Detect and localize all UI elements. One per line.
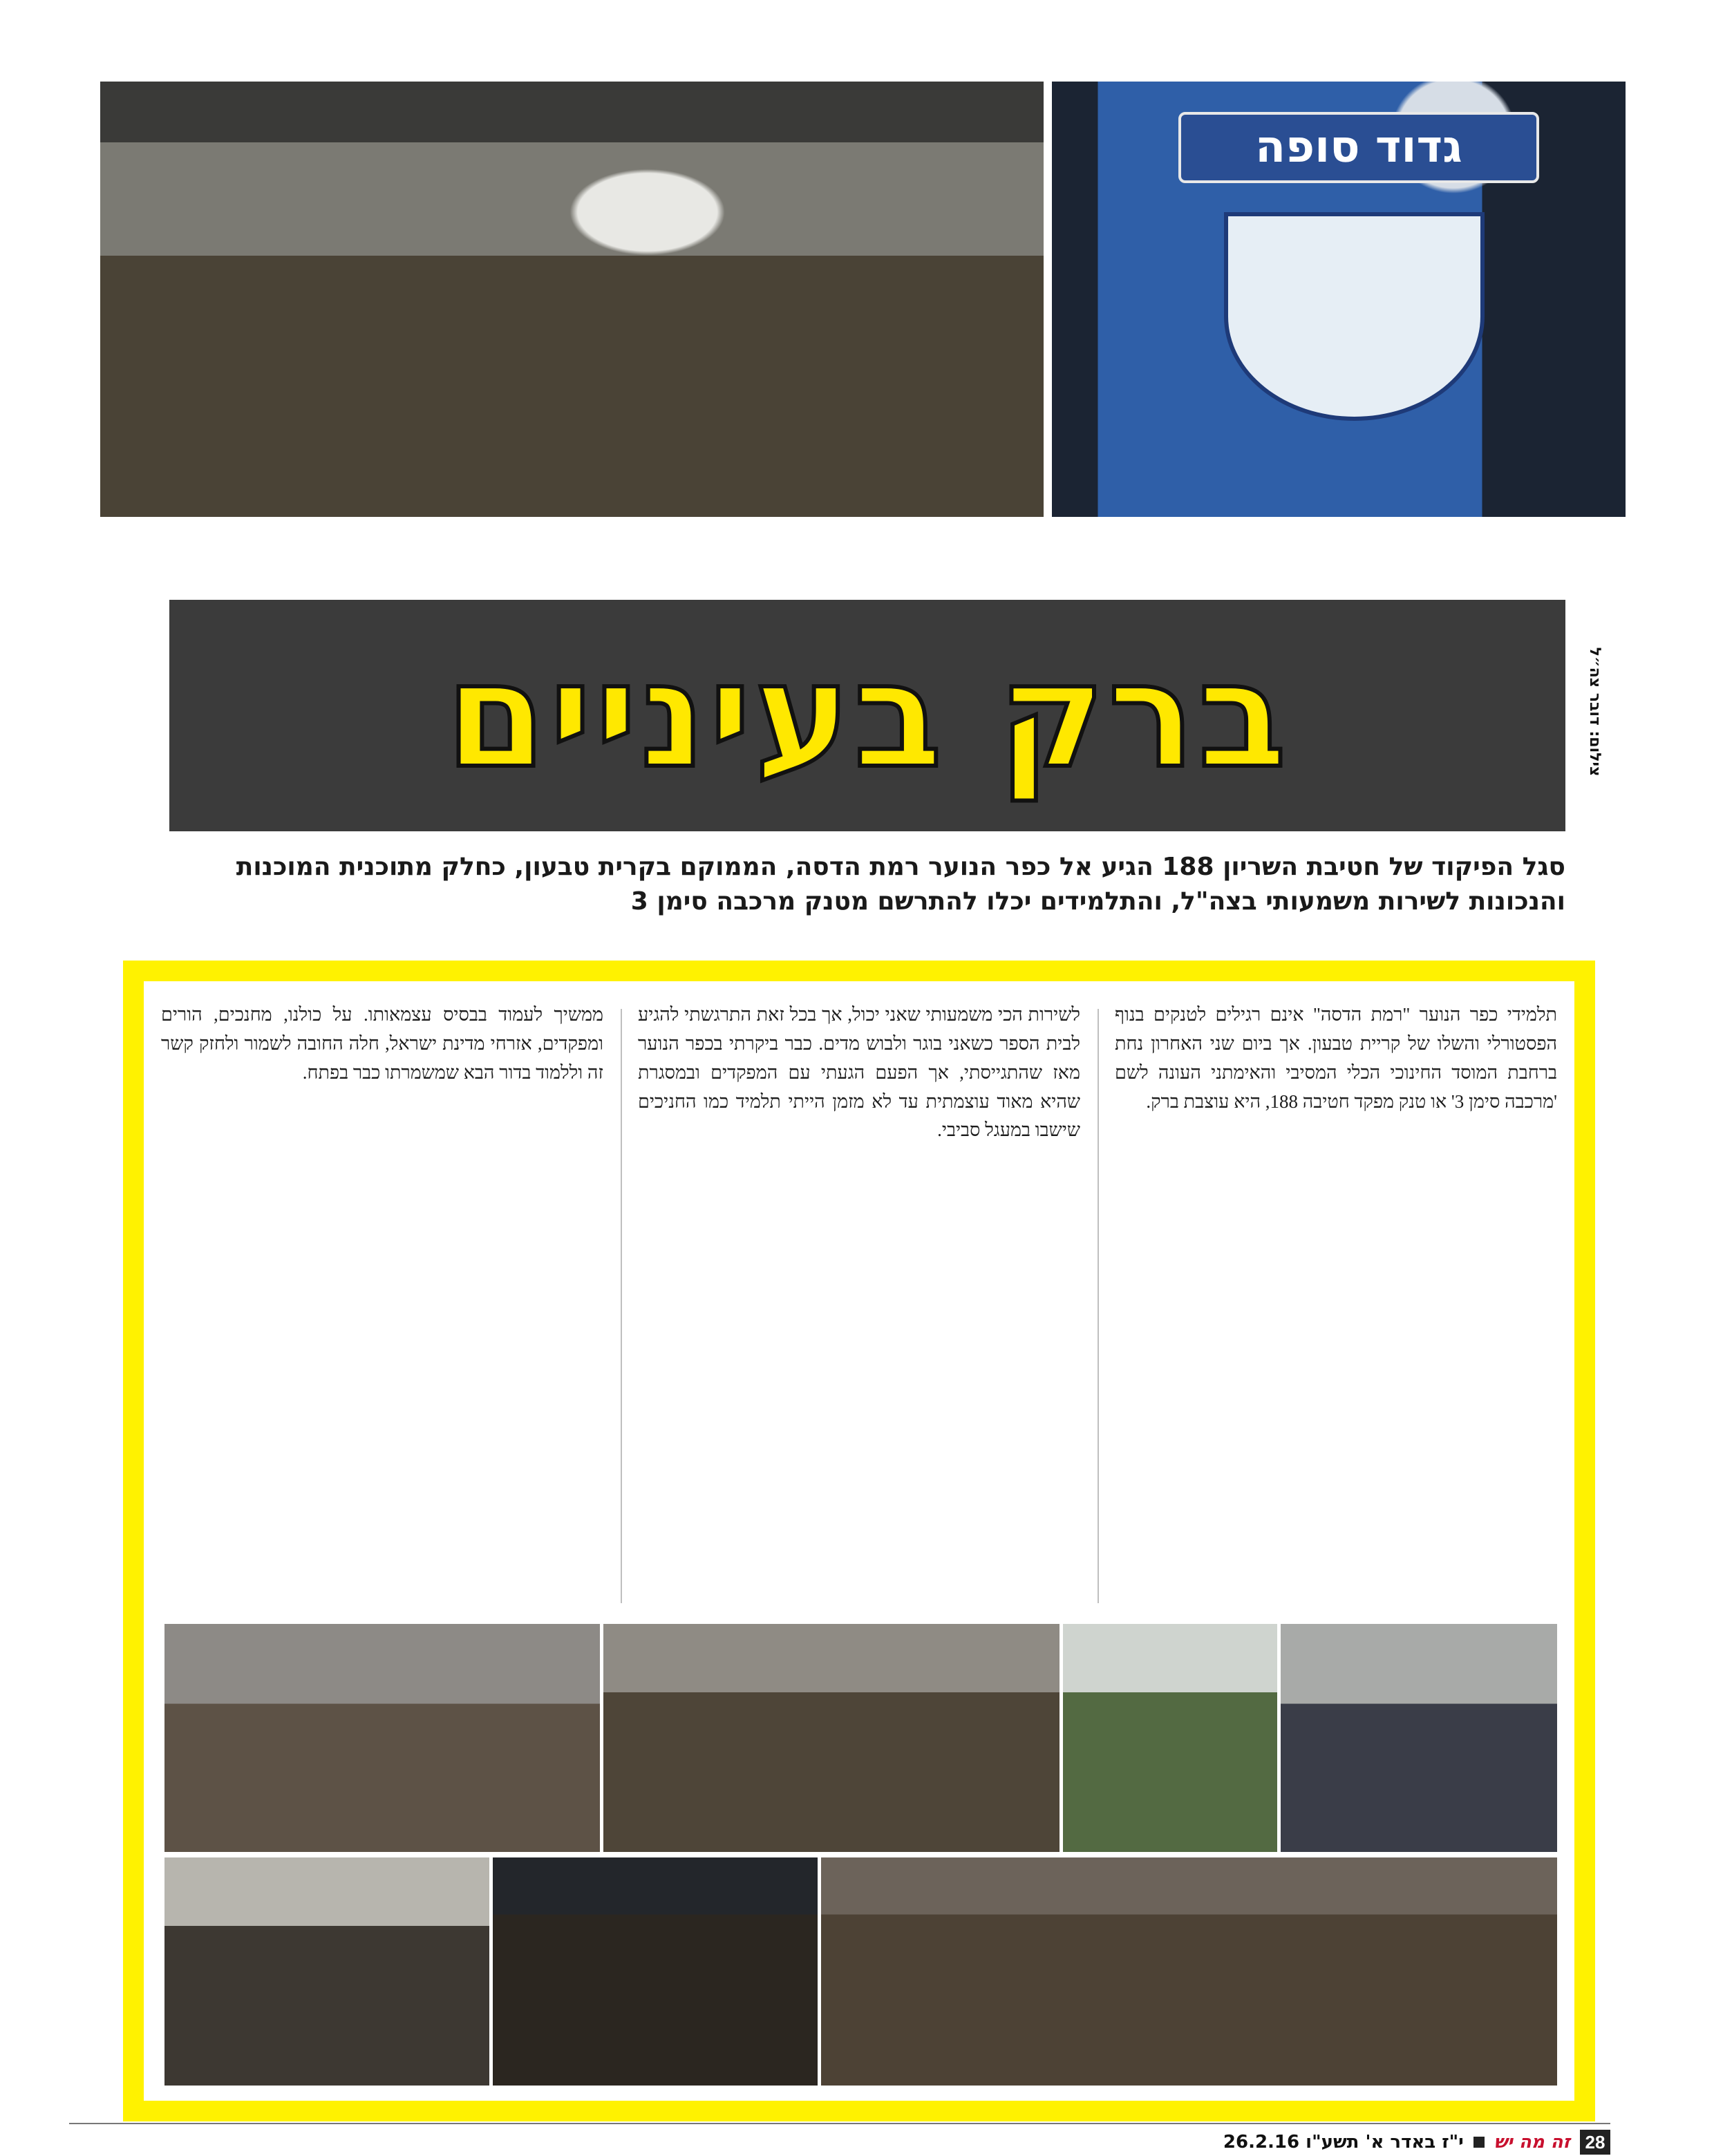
issue-date: י"ז באדר א' תשע"ו 26.2.16: [1223, 2132, 1464, 2153]
gallery-photo-discussion-circle: [603, 1624, 1060, 1852]
headline-banner: [169, 600, 1565, 831]
gallery-photo-classroom: [164, 1624, 600, 1852]
unit-flag-photo: [1052, 82, 1626, 517]
article-box: [123, 961, 1595, 2121]
unit-sign: גדוד סופה: [1178, 112, 1540, 183]
column-middle: לשירות הכי משמעותי שאני יכול, אך בכל זאת התרגשתי להגיע לבית הספר כשאני בוגר ולבוש מדים. כבר ביקרתי בכפר הנוער מאז שהתגייסתי, אך הפעם הגעתי עם המפקדים ובמסגרת שהיא מאוד עוצמתית עד לא מזמן הייתי תלמיד כמו החניכים שישבו במעגל סביבי.: [638, 1004, 1080, 1141]
lecture-hall-photo: [100, 82, 1044, 517]
column-left: ממשיך לעמוד בבסיס עצמאותו. על כולנו, מחנכים, הורים ומפקדים, אזרחי מדינת ישראל, חלה החובה לשמור ולחזק קשר זה וללמוד בדור הבא שמשמרתו כבר בפתח.: [161, 1004, 603, 1083]
gallery-photo-outdoor-group: [1281, 1624, 1557, 1852]
unit-emblem: [1224, 212, 1485, 421]
gallery-photo-officer-speech: [164, 1857, 489, 2086]
column-divider: [1098, 1009, 1099, 1603]
gallery-photo-auditorium: [493, 1857, 818, 2086]
article-body: [144, 981, 1574, 2101]
headline: ברק בעיניים: [445, 630, 1290, 800]
column-divider: [621, 1009, 622, 1603]
gallery-photo-students-soldiers: [821, 1857, 1557, 2086]
column-right: תלמידי כפר הנוער "רמת הדסה" אינם רגילים לטנקים בנוף הפסטורלי והשלו של קריית טבעון. אך ביום שני האחרון נחת ברחבת המוסד החינוכי הכלי המסיבי והאימתני העונה לשם 'מרכבה סימן 3' או טנק מפקד חטיבה 188, היא עוצבת ברק.: [1115, 1004, 1557, 1112]
magazine-name: זה מה יש: [1494, 2132, 1570, 2153]
page-footer: [1168, 2128, 1610, 2156]
footer-rule: [69, 2123, 1610, 2124]
article-deck: סגל הפיקוד של חטיבת השריון 188 הגיע אל כפר הנוער רמת הדסה, הממוקם בקרית טבעון, כחלק מתוכנית המוכנות והנכונות לשירות משמעותי בצה"ל, והתלמידים יכלו להתרשם מטנק מרכבה סימן 3: [236, 853, 1565, 916]
page-number: 28: [1580, 2130, 1610, 2155]
gallery-photo-soldier: [1063, 1624, 1277, 1852]
separator-square-icon: [1473, 2137, 1485, 2148]
photo-credit: צילום: דובר צה״ל: [1586, 647, 1603, 777]
